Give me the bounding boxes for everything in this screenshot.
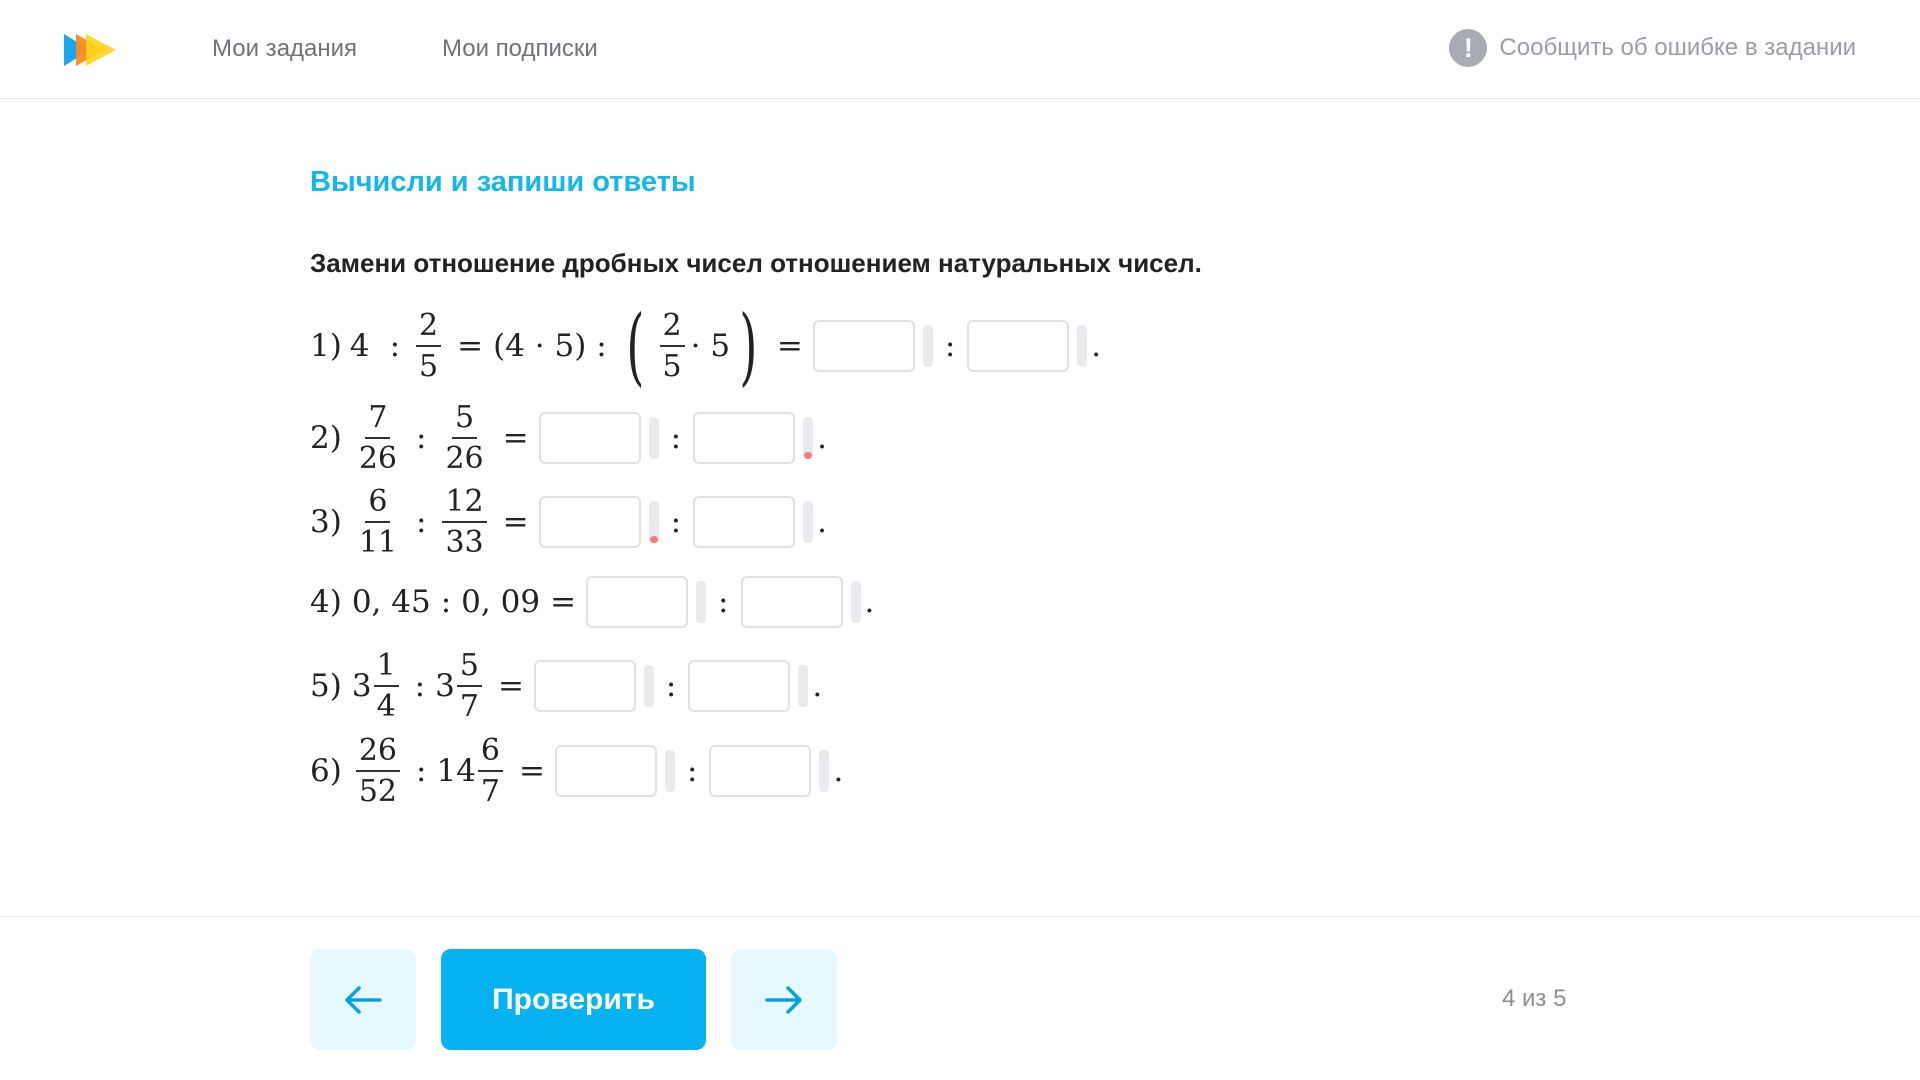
- answer-input[interactable]: [586, 576, 688, 628]
- fraction: [442, 399, 486, 476]
- denominator: 4: [376, 688, 396, 724]
- colon-operator: :: [687, 753, 698, 789]
- row-label: 6): [310, 753, 342, 789]
- fraction: [457, 647, 482, 724]
- input-indicator: [798, 665, 808, 707]
- input-indicator: [803, 501, 813, 543]
- equals-sign: =: [457, 328, 484, 364]
- input-indicator: [923, 325, 933, 367]
- numerator: 5: [457, 651, 482, 687]
- row-label: 5): [310, 668, 342, 704]
- answer-input[interactable]: [693, 412, 795, 464]
- row-label: 1): [310, 328, 342, 364]
- numerator: 2: [416, 311, 441, 347]
- input-indicator: [665, 750, 675, 792]
- numerator: 12: [442, 487, 486, 523]
- answer-input[interactable]: [709, 745, 811, 797]
- denominator: 26: [358, 440, 398, 476]
- denominator: 26: [445, 440, 484, 476]
- operand: 4: [349, 328, 370, 364]
- equals-sign: =: [502, 504, 529, 540]
- denominator: 5: [662, 348, 682, 384]
- arrow-right-icon: [765, 985, 803, 1015]
- right-paren: ): [739, 297, 758, 395]
- row-label: 3): [310, 504, 342, 540]
- operand: 0, 45: [351, 584, 431, 620]
- row-label: 2): [310, 420, 342, 456]
- colon-operator: :: [416, 420, 427, 456]
- answer-input[interactable]: [555, 745, 657, 797]
- answer-input[interactable]: [967, 320, 1069, 372]
- product-group: (4 · 5): [493, 328, 587, 364]
- denominator: 7: [480, 773, 501, 809]
- alert-icon: !: [1449, 29, 1487, 67]
- denominator: 52: [358, 773, 398, 809]
- colon-operator: :: [414, 668, 426, 704]
- input-indicator: [649, 417, 659, 459]
- colon-operator: :: [670, 504, 682, 540]
- period: .: [817, 420, 827, 456]
- period: .: [1091, 328, 1102, 364]
- previous-button[interactable]: [310, 949, 416, 1050]
- numerator: 6: [365, 487, 390, 523]
- expression-row-6: [310, 721, 843, 821]
- colon-operator: :: [665, 668, 677, 704]
- fraction: [356, 399, 400, 476]
- answer-input[interactable]: [741, 576, 843, 628]
- answer-input[interactable]: [539, 496, 641, 548]
- input-indicator: [851, 581, 861, 623]
- colon-operator: :: [416, 504, 427, 540]
- colon-operator: :: [389, 328, 401, 364]
- period: .: [812, 668, 823, 704]
- left-paren: (: [626, 297, 645, 395]
- play-logo-icon[interactable]: [64, 30, 118, 70]
- answer-input[interactable]: [813, 320, 915, 372]
- colon-operator: :: [944, 328, 956, 364]
- fraction: [478, 732, 503, 809]
- fraction: [660, 307, 685, 384]
- task-instruction: Замени отношение дробных чисел отношением натуральных чисел.: [310, 248, 1202, 278]
- multiplier: · 5: [690, 328, 731, 364]
- colon-operator: :: [440, 584, 452, 620]
- answer-input[interactable]: [693, 496, 795, 548]
- equals-sign: =: [519, 753, 545, 789]
- answer-input[interactable]: [688, 660, 790, 712]
- next-button[interactable]: [731, 949, 837, 1050]
- colon-operator: :: [670, 420, 682, 456]
- input-indicator: [1077, 325, 1087, 367]
- task-progress: 4 из 5: [1502, 985, 1567, 1012]
- whole-part: 14: [436, 753, 476, 789]
- denominator: 7: [459, 688, 479, 724]
- nav-my-subscriptions[interactable]: Мои подписки: [442, 35, 598, 62]
- footer-divider: [0, 916, 1920, 917]
- report-error-link[interactable]: [1449, 29, 1856, 67]
- report-error-label: Сообщить об ошибке в задании: [1499, 34, 1856, 61]
- row-label: 4): [310, 584, 342, 620]
- operand: 0, 09: [461, 584, 541, 620]
- period: .: [817, 504, 827, 540]
- period: .: [864, 584, 875, 620]
- numerator: 26: [356, 736, 400, 772]
- numerator: 5: [452, 403, 477, 439]
- numerator: 1: [374, 651, 399, 687]
- top-bar: [0, 0, 1920, 99]
- colon-operator: :: [416, 753, 427, 789]
- fraction: [356, 483, 400, 560]
- equals-sign: =: [502, 420, 529, 456]
- equals-sign: =: [497, 668, 524, 704]
- fraction: [356, 732, 400, 809]
- input-indicator: [803, 417, 813, 459]
- period: .: [833, 753, 844, 789]
- answer-input[interactable]: [539, 412, 641, 464]
- task-heading: Вычисли и запиши ответы: [310, 166, 696, 198]
- colon-operator: :: [596, 328, 607, 364]
- equals-sign: =: [550, 584, 577, 620]
- numerator: 6: [478, 736, 503, 772]
- equals-sign: =: [776, 328, 803, 364]
- denominator: 5: [419, 348, 439, 384]
- nav-my-tasks[interactable]: Мои задания: [212, 35, 358, 62]
- fraction: [374, 647, 399, 724]
- input-indicator: [819, 750, 829, 792]
- denominator: 33: [445, 524, 484, 560]
- whole-part: 3: [351, 668, 372, 704]
- input-indicator: [649, 501, 659, 543]
- numerator: 7: [365, 403, 390, 439]
- whole-part: 3: [435, 668, 455, 704]
- numerator: 2: [660, 311, 685, 347]
- denominator: 11: [358, 524, 398, 560]
- expression-row-1: [310, 296, 1101, 396]
- fraction: [442, 483, 486, 560]
- check-button[interactable]: Проверить: [441, 949, 706, 1050]
- input-indicator: [696, 581, 706, 623]
- arrow-left-icon: [344, 985, 382, 1015]
- fraction: [416, 307, 441, 384]
- input-indicator: [644, 665, 654, 707]
- colon-operator: :: [718, 584, 729, 620]
- answer-input[interactable]: [534, 660, 636, 712]
